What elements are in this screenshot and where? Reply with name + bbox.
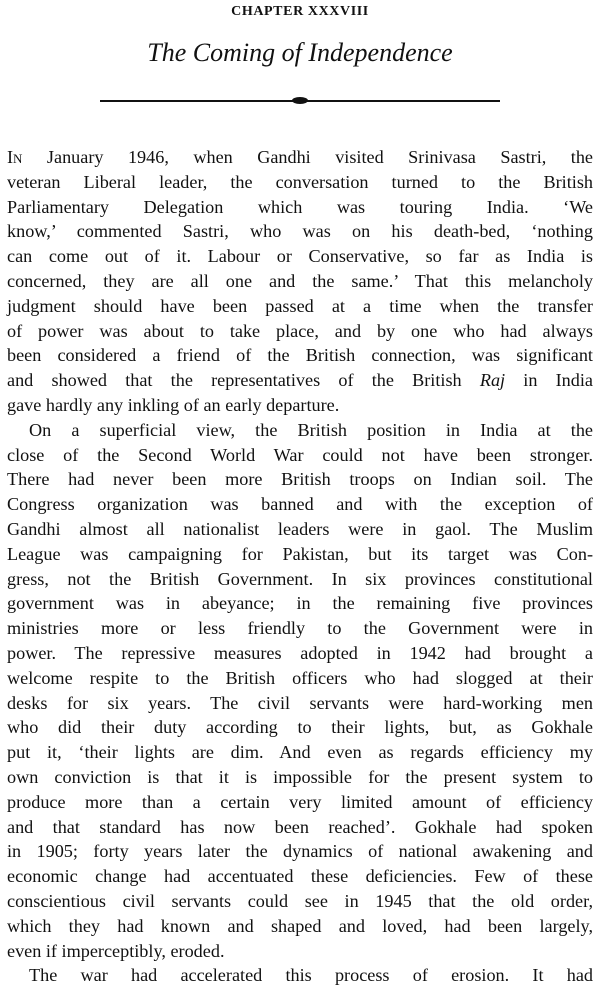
chapter-label: CHAPTER XXXVIII bbox=[231, 4, 369, 19]
text-line: welcome respite to the British officers who had slogged at their bbox=[7, 667, 593, 688]
paragraph-2 bbox=[7, 418, 593, 964]
text-line: gave hardly any inkling of an early departure. bbox=[7, 394, 340, 415]
paragraph-1 bbox=[7, 145, 593, 418]
text-line: economic change had accentuated these deficiencies. Few of these bbox=[7, 866, 593, 887]
text-line: On a superficial view, the British position in India at the bbox=[29, 419, 593, 440]
text-line: and that standard has now been reached’. Gokhale had spoken bbox=[7, 816, 593, 837]
text-line: been considered a friend of the British connection, was significant bbox=[7, 345, 593, 366]
raj-italic: Raj bbox=[479, 370, 506, 391]
body-text bbox=[7, 145, 593, 988]
text-line: In January 1946, when Gandhi visited Srinivasa Sastri, the bbox=[7, 147, 593, 167]
title-rule-ornament bbox=[100, 96, 500, 106]
text-line: and showed that the representatives of the British Raj in India bbox=[7, 370, 593, 391]
text-line: who did their duty according to their lights, but, as Gokhale bbox=[7, 717, 593, 738]
text-line: close of the Second World War could not have been stronger. bbox=[7, 444, 593, 465]
text-line: which they had known and shaped and loved, had been largely, bbox=[7, 915, 593, 936]
text-line: gress, not the British Government. In six provinces constitutional bbox=[7, 568, 593, 589]
text-line: government was in abeyance; in the remaining five provinces bbox=[7, 593, 593, 614]
text-line: Gandhi almost all nationalist leaders were in gaol. The Muslim bbox=[7, 518, 593, 539]
text-line: Congress organization was banned and with the exception of bbox=[7, 494, 593, 515]
text-line: power. The repressive measures adopted in 1942 had brought a bbox=[7, 642, 593, 663]
text-line: of power was about to take place, and by one who had always bbox=[7, 320, 593, 341]
text-line: Parliamentary Delegation which was touring India. ‘We bbox=[7, 196, 593, 217]
text-line: League was campaigning for Pakistan, but its target was Con- bbox=[7, 543, 593, 564]
text-line: conscientious civil servants could see in 1945 that the old order, bbox=[7, 890, 593, 911]
text-line: ministries more or less friendly to the Government were in bbox=[7, 618, 593, 639]
text-line: in 1905; forty years later the dynamics of national awakening and bbox=[7, 841, 593, 862]
rule-center-ornament bbox=[292, 97, 308, 104]
text-line: know,’ commented Sastri, who was on his death-bed, ‘nothing bbox=[7, 221, 593, 242]
text-line: desks for six years. The civil servants were hard-working men bbox=[7, 692, 593, 713]
text-line: own conviction is that it is impossible for the present system to bbox=[7, 766, 593, 787]
text-line: concerned, they are all one and the same.’ That this melancholy bbox=[7, 270, 593, 291]
paragraph-3 bbox=[7, 963, 593, 988]
text-line: veteran Liberal leader, the conversation turned to the British bbox=[7, 171, 593, 192]
chapter-title: The Coming of Independence bbox=[147, 38, 453, 67]
text-line: There had never been more British troops on Indian soil. The bbox=[7, 469, 593, 490]
text-line: put it, ‘their lights are dim. And even as regards efficiency my bbox=[7, 742, 593, 763]
text-line: even if imperceptibly, eroded. bbox=[7, 940, 225, 961]
text-line: produce more than a certain very limited amount of efficiency bbox=[7, 791, 593, 812]
text-line: The war had accelerated this process of erosion. It had bbox=[29, 965, 593, 986]
text-line: judgment should have been passed at a time when the transfer bbox=[7, 295, 593, 316]
drop-word: In bbox=[7, 147, 23, 167]
text-line: can come out of it. Labour or Conservative, so far as India is bbox=[7, 246, 593, 267]
